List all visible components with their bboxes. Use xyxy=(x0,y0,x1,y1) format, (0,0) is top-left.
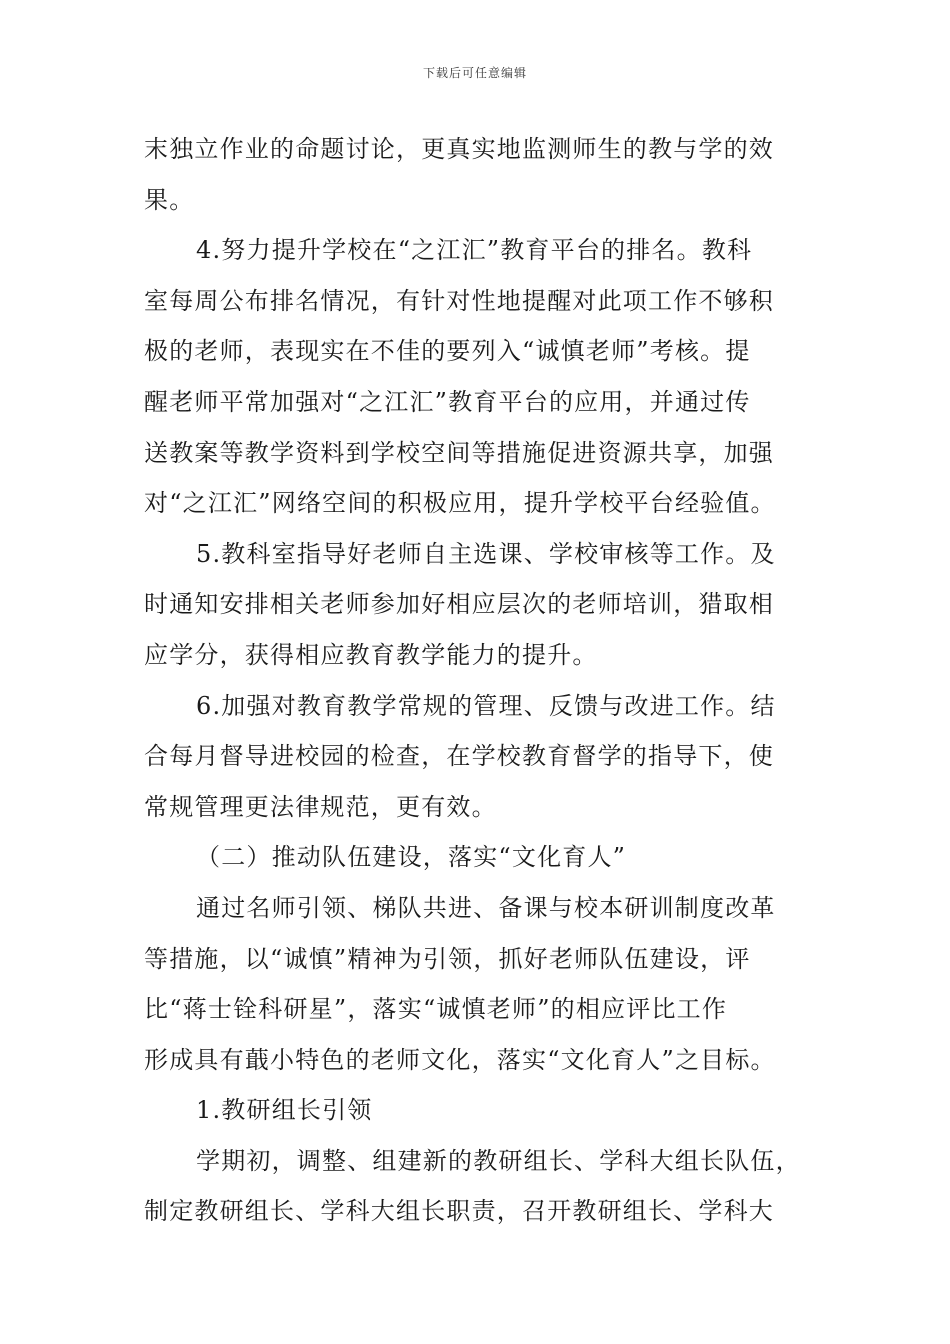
text-line: 室每周公布排名情况，有针对性地提醒对此项工作不够积 xyxy=(144,286,774,315)
paragraph xyxy=(144,883,814,1085)
text-line: 时通知安排相关老师参加好相应层次的老师培训，猎取相 xyxy=(144,590,774,619)
text-line: 4.努力提升学校在“之江汇”教育平台的排名。教科 xyxy=(196,236,753,265)
text-line: 6.加强对教育教学常规的管理、反馈与改进工作。结 xyxy=(196,691,776,720)
paragraph xyxy=(144,225,814,529)
text-line: 5.教科室指导好老师自主选课、学校审核等工作。及 xyxy=(196,539,776,568)
paragraph xyxy=(144,124,814,225)
text-line: 果。 xyxy=(144,185,195,214)
paragraph xyxy=(144,529,814,681)
text-line: 通过名师引领、梯队共进、备课与校本研训制度改革 xyxy=(196,893,776,922)
text-line: 应学分，获得相应教育教学能力的提升。 xyxy=(144,640,598,669)
text-line: 比“蒋士铨科研星”，落实“诚慎老师”的相应评比工作 xyxy=(144,995,728,1024)
text-line: 学期初，调整、组建新的教研组长、学科大组长队伍， xyxy=(196,1146,801,1175)
text-line: （二）推动队伍建设，落实“文化育人” xyxy=(196,843,627,872)
text-line: 等措施，以“诚慎”精神为引领，抓好老师队伍建设，评 xyxy=(144,944,751,973)
paragraph xyxy=(144,1085,814,1136)
text-line: 形成具有蕺小特色的老师文化，落实“文化育人”之目标。 xyxy=(144,1045,776,1074)
text-line: 制定教研组长、学科大组长职责，召开教研组长、学科大 xyxy=(144,1197,774,1226)
page-header-note: 下载后可任意编辑 xyxy=(422,66,527,80)
text-line: 醒老师平常加强对“之江汇”教育平台的应用，并通过传 xyxy=(144,387,751,416)
text-line: 1.教研组长引领 xyxy=(196,1096,373,1125)
text-line: 末独立作业的命题讨论，更真实地监测师生的教与学的效 xyxy=(144,135,774,163)
text-line: 对“之江汇”网络空间的积极应用，提升学校平台经验值。 xyxy=(144,489,776,518)
paragraph xyxy=(144,681,814,833)
text-line: 合每月督导进校园的检查，在学校教育督学的指导下，使 xyxy=(144,742,774,771)
paragraph xyxy=(144,1136,814,1237)
text-line: 极的老师，表现实在不佳的要列入“诚慎老师”考核。提 xyxy=(144,337,751,366)
paragraph xyxy=(144,832,814,883)
text-line: 送教案等教学资料到学校空间等措施促进资源共享，加强 xyxy=(144,438,774,467)
document-body xyxy=(144,124,814,1237)
text-line: 常规管理更法律规范，更有效。 xyxy=(144,792,497,821)
